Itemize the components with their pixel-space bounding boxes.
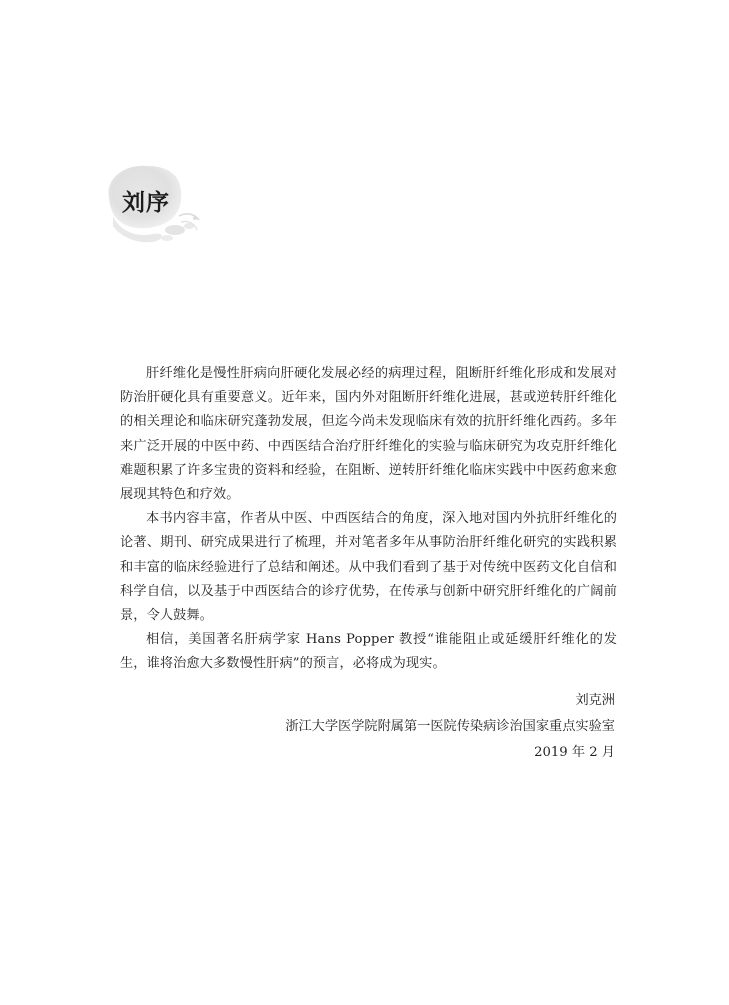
paragraph-2: 本书内容丰富，作者从中医、中西医结合的角度，深入地对国内外抗肝纤维化的论著、期刊、研究成果进行了梳理，并对笔者多年从事防治肝纤维化研究的实践积累和丰富的临床经验进行了总结和阐述。从中我们看到了基于对传统中医药文化自信和科学自信，以及基于中西医结合的诊疗优势，在传承与创新中研究肝纤维化的广阔前景，令人鼓舞。 bbox=[120, 511, 617, 624]
signature-affiliation: 浙江大学医学院附属第一医院传染病诊治国家重点实验室 bbox=[285, 719, 615, 734]
signature-author: 刘克洲 bbox=[575, 693, 615, 708]
preface-title: 刘序 bbox=[122, 190, 170, 216]
paragraph-1: 肝纤维化是慢性肝病向肝硬化发展必经的病理过程，阻断肝纤维化形成和发展对防治肝硬化具有重要意义。近年来，国内外对阻断肝纤维化进展，甚或逆转肝纤维化的相关理论和临床研究蓬勃发展，但迄今尚未发现临床有效的抗肝纤维化西药。多年来广泛开展的中医中药、中西医结合治疗肝纤维化的实验与临床研究为攻克肝纤维化难题积累了许多宝贵的资料和经验，在阻断、逆转肝纤维化临床实践中中医药愈来愈展现其特色和疗效。 bbox=[120, 366, 617, 503]
signature-date: 2019 年 2 月 bbox=[534, 745, 615, 760]
paragraph-3: 相信，美国著名肝病学家 Hans Popper 教授“谁能阻止或延缓肝纤维化的发生，谁将治愈大多数慢性肝病”的预言，必将成为现实。 bbox=[120, 632, 617, 672]
preface-body bbox=[120, 362, 617, 677]
signature-block bbox=[285, 688, 615, 766]
